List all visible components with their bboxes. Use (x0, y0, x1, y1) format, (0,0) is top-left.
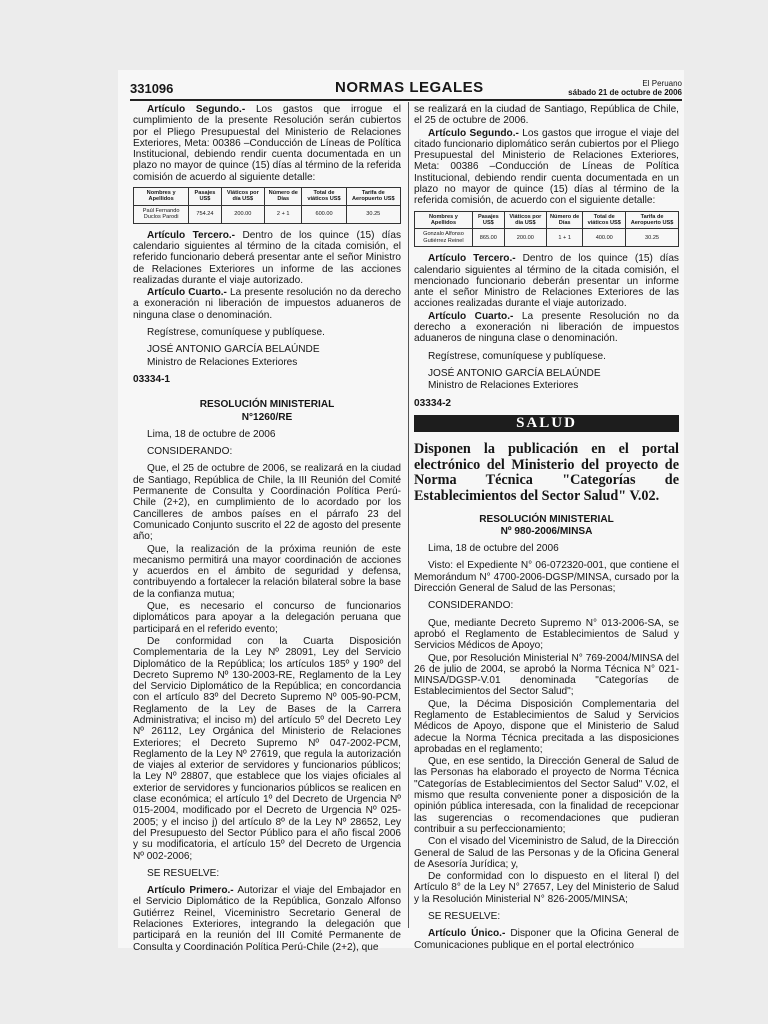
left-art2-text: Los gastos que irrogue el cumplimiento de la presente Resolución serán cubiertos por el Pliego Presupuestal del Ministerio de Relaciones Exteriores, Meta: 00386 –Conducción de Líneas de Política Institucional, debiendo rendir cuenta documentada en un plazo no mayor de quince (15) días al término de la referida comisión de acuerdo al siguiente detalle: (133, 104, 401, 183)
table-header: Tarifa de Aeropuerto US$ (626, 211, 679, 229)
publication-name: El Peruano (642, 79, 682, 88)
table-header: Total de viáticos US$ (302, 188, 346, 206)
left-res-title: RESOLUCIÓN MINISTERIAL (199, 399, 335, 411)
right-ref-code: 03334-2 (414, 397, 452, 409)
left-signer-title: Ministro de Relaciones Exteriores (147, 356, 298, 368)
left-ref-code: 03334-1 (133, 373, 171, 385)
left-art4-title: Artículo Cuarto.- (147, 287, 227, 299)
left-para: Que, la realización de la próxima reunión de este mecanismo permitirá una mayor coordinación de acciones y acuerdos en el ámbito de seguridad y defensa, contribuyendo a fortalecer la relación bilateral sobre la base de la confianza mutua; (133, 543, 401, 600)
right-expense-table (414, 211, 679, 248)
table-header: Tarifa de Aeropuerto US$ (346, 188, 400, 206)
right-para: Que, en ese sentido, la Dirección General de Salud de las Personas ha elaborado el proyecto de Norma Técnica "Categorías de Establecimientos del Sector Salud" V.02, el mismo que resulta conveniente poner a disposición de la opinión pública interesada, con la finalidad de recepcionar las sugerencias o recomendaciones que pudieran contribuir a su perfeccionamiento; (414, 756, 679, 835)
left-art3 (133, 230, 401, 286)
right-art-unico-title: Artículo Único.- (428, 928, 506, 940)
right-res-title: RESOLUCIÓN MINISTERIAL (479, 513, 614, 525)
right-table-row (415, 229, 679, 247)
page-number: 331096 (130, 81, 174, 96)
table-header: Pasajes US$ (189, 188, 221, 206)
article-headline: Disponen la publicación en el portal electrónico del Ministerio del proyecto de Norma Técnica "Categorías de Establecimientos del Sector Salud" V.02. (414, 441, 679, 504)
left-res-number: N°1260/RE (241, 411, 293, 423)
right-para: Que, mediante Decreto Supremo N° 013-2006-SA, se aprobó el Reglamento de Establecimientos de Salud y Servicios Médicos de Apoyo; (414, 617, 679, 652)
table-header: Número de Días (265, 188, 302, 206)
table-header: Pasajes US$ (472, 211, 504, 229)
left-art1-title: Artículo Primero.- (147, 885, 234, 897)
publication-info (568, 79, 682, 97)
table-header: Nombres y Apellidos (415, 211, 473, 229)
table-cell: Paúl Fernando Duclos Parodi (134, 205, 189, 223)
right-signer-title: Ministro de Relaciones Exteriores (428, 380, 579, 392)
right-art3 (414, 253, 679, 309)
left-art2 (133, 104, 401, 183)
left-para: De conformidad con la Cuarta Disposición Complementaria de la Ley Nº 28091, Ley del Servicio Diplomático de la República; los artículos 185º y 190º del Decreto Supremo Nº 130-2003-RE, Reglamento de la Ley del Servicio Diplomático de la República; en concordancia con el artículo 83º del Decreto Supremo Nº 005-90-PCM, Reglamento de la Ley de Bases de la Carrera Administrativa; el inciso m) del artículo 5º del Decreto Ley Nº 26112, Ley Orgánica del Ministerio de Relaciones Exteriores; el Decreto Supremo Nº 047-2002-PCM, Reglamento de la Ley Nº 27619, que regula la autorización de viajes al exterior de servidores y funcionarios públicos; la Ley Nº 28807, que establece que los viajes oficiales al exterior de servidores y funcionarios públicos se realicen en clase económica; el artículo 1º del Decreto de Urgencia Nº 015-2004, modificado por el Decreto de Urgencia Nº 025-2005; y el inciso j) del artículo 8º de la Ley Nº 28652, Ley del Presupuesto del Sector Público para el año fiscal 2006 y su modificatoria, el artículo 15º del Decreto de Urgencia Nº 002-2006; (133, 635, 401, 862)
left-art1 (133, 885, 401, 953)
right-para: Con el visado del Viceministro de Salud, de la Dirección General de Salud de las Personas y de la Oficina General de Asesoría Jurídica; y, (414, 836, 679, 870)
right-art3-title: Artículo Tercero.- (428, 253, 516, 265)
table-cell: 865.00 (472, 229, 504, 247)
left-art2-title: Artículo Segundo.- (147, 104, 246, 115)
table-header: Nombres y Apellidos (134, 188, 189, 206)
table-cell: 754.24 (189, 205, 221, 223)
page-header (130, 79, 682, 101)
left-res-date: Lima, 18 de octubre de 2006 (147, 428, 276, 440)
header-rule (130, 99, 682, 101)
right-considerando: CONSIDERANDO: (428, 600, 514, 612)
table-cell: 30.25 (346, 205, 400, 223)
left-art1-text: Autorizar el viaje del Embajador en el Servicio Diplomático de la República, Gonzalo Alfonso Gutiérrez Reinel, Viceministro Secretario General de Relaciones Exteriores, integrando la delegación que participará en la reunión del III Comité Permanente de Consulta y Coordinación Política Perú-Chile (2+2), que (133, 885, 401, 953)
table-cell: Gonzalo Alfonso Gutiérrez Reinel (415, 229, 473, 247)
left-considerando: CONSIDERANDO: (147, 446, 233, 458)
right-closing: Regístrese, comuníquese y publíquese. (428, 350, 606, 362)
right-art2-text: Los gastos que irrogue el viaje del citado funcionario diplomático serán cubiertos por el Pliego Presupuestal del Ministerio de Relaciones Exteriores, Meta: 00386 –Conducción de Líneas de Política Institucional, debiendo rendir cuenta documentada en un plazo no mayor de quince (15) días al término de la referida comisión, de acuerdo con el siguiente detalle: (414, 127, 680, 207)
left-para: Que, el 25 de octubre de 2006, se realizará en la ciudad de Santiago, República de Chile, la III Reunión del Comité Permanente de Consulta y Coordinación Política Perú-Chile (2+2), en cumplimiento de lo acordado por los Cancilleres de ambos países en el párrafo 23 del Comunicado Conjunto suscrito el 22 de agosto del presente año; (133, 463, 401, 543)
section-banner-salud: SALUD (414, 415, 679, 432)
right-table-header-row (415, 211, 679, 229)
right-res-date: Lima, 18 de octubre del 2006 (428, 543, 559, 555)
table-cell: 2 + 1 (265, 205, 302, 223)
right-signer-name: JOSÉ ANTONIO GARCÍA BELAÚNDE (428, 367, 601, 379)
right-art3-text: Dentro de los quince (15) días calendario siguientes al término de la citada comisión, el mencionado funcionario deberán presentar un informe ante el señor Ministro de Relaciones Exteriores de las acciones realizadas durante el viaje autorizado. (414, 253, 679, 310)
table-header: Viáticos por día US$ (504, 211, 546, 229)
right-visto: Visto: el Expediente N° 06-072320-001, que contiene el Memorándum N° 4700-2006-DGSP/MINSA, cursado por la Dirección General de Salud de las Personas; (414, 560, 679, 595)
right-column (414, 104, 679, 952)
table-cell: 400.00 (583, 229, 626, 247)
left-art4 (133, 287, 401, 321)
left-closing: Regístrese, comuníquese y publíquese. (147, 327, 325, 339)
left-table-row (134, 205, 401, 223)
left-para: Que, es necesario el concurso de funcionarios diplomáticos para apoyar a la delegación peruana que participará en el referido evento; (133, 601, 401, 635)
column-divider (408, 102, 409, 928)
right-art2 (414, 128, 679, 207)
right-se-resuelve: SE RESUELVE: (428, 911, 501, 923)
table-header: Total de viáticos US$ (583, 211, 626, 229)
left-expense-table (133, 187, 401, 224)
table-cell: 1 + 1 (546, 229, 582, 247)
left-art3-title: Artículo Tercero.- (147, 229, 236, 241)
table-header: Viáticos por día US$ (221, 188, 264, 206)
left-table-header-row (134, 188, 401, 206)
left-signer-name: JOSÉ ANTONIO GARCÍA BELAÚNDE (147, 344, 320, 356)
right-art-unico (414, 928, 679, 951)
right-para-continued: se realizará en la ciudad de Santiago, República de Chile, el 25 de octubre de 2006. (414, 104, 679, 127)
table-cell: 30.25 (626, 229, 679, 247)
table-cell: 200.00 (504, 229, 546, 247)
right-art-unico-text: Disponer que la Oficina General de Comunicaciones publique en el portal electrónico (414, 928, 679, 951)
table-cell: 600.00 (302, 205, 346, 223)
right-art4-text: La presente Resolución no da derecho a exoneración ni liberación de impuestos aduaneros de ninguna clase o denominación. (414, 310, 679, 345)
left-art4-text: La presente resolución no da derecho a exoneración ni liberación de impuestos aduaneros de ninguna clase o denominación. (133, 287, 401, 321)
right-art4 (414, 311, 679, 345)
left-column (133, 104, 401, 954)
right-art4-title: Artículo Cuarto.- (428, 310, 514, 322)
section-title: NORMAS LEGALES (335, 79, 484, 96)
table-header: Número de Días (546, 211, 582, 229)
left-se-resuelve: SE RESUELVE: (147, 867, 220, 879)
right-para: De conformidad con lo dispuesto en el literal l) del Artículo 8° de la Ley N° 27657, Ley del Ministerio de Salud y la Resolución Ministerial N° 826-2005/MINSA; (414, 871, 679, 905)
right-art2-title: Artículo Segundo.- (428, 127, 519, 139)
right-para: Que, la Décima Disposición Complementaria del Reglamento de Establecimientos de Salud y Servicios Médicos de Apoyo, dispone que el Ministerio de Salud adecue la Norma Técnica precitada a las disposiciones aprobadas en el reglamento; (414, 698, 679, 755)
right-para: Que, por Resolución Ministerial N° 769-2004/MINSA del 26 de julio de 2004, se aprobó la Norma Técnica N° 021-MINSA/DGSP-V.01 denominada "Categorías de Establecimientos del Sector Salud"; (414, 652, 679, 698)
right-res-number: Nº 980-2006/MINSA (500, 525, 593, 537)
left-art3-text: Dentro de los quince (15) días calendario siguientes al término de la citada comisión, el referido funcionario deberá presentar ante el señor Ministro de Relaciones Exteriores un informe de las acciones realizadas durante el viaje autorizado. (133, 229, 401, 286)
table-cell: 200.00 (221, 205, 264, 223)
publication-date: sábado 21 de octubre de 2006 (568, 88, 682, 97)
